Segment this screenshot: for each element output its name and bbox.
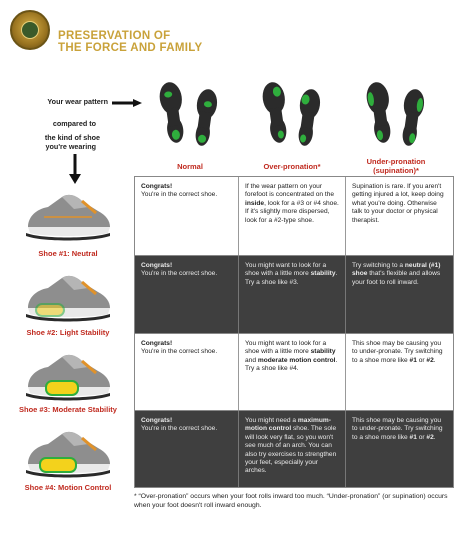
cell-text: Try switching to a — [352, 262, 405, 269]
cell-text: If the wear pattern on your forefoot is concentrated on the — [245, 183, 335, 199]
cell-text: or — [416, 356, 427, 364]
recommendation-table — [134, 176, 454, 488]
cell-text: and — [245, 356, 258, 364]
table-row-shoe-2 — [135, 255, 453, 333]
title-line-2: THE FORCE AND FAMILY — [58, 42, 203, 54]
shoe-label-moderate-stability: Shoe #3: Moderate Stability — [19, 405, 117, 414]
table-cell — [345, 177, 453, 255]
table-cell — [345, 256, 453, 333]
table-cell — [238, 334, 345, 410]
arrow-down-icon — [69, 154, 81, 184]
table-cell — [135, 411, 238, 487]
cell-text: shoe. The sole will look very flat, so you won't see much of an arch. You can also try exercises to strengthen your feet, especially your arches. — [245, 425, 337, 475]
cell-heading: Congrats! — [141, 262, 173, 269]
page-title — [58, 30, 202, 54]
shoe-label-neutral: Shoe #1: Neutral — [38, 249, 98, 258]
header — [0, 0, 474, 64]
cell-emphasis: #1 — [409, 433, 417, 441]
cell-emphasis: stability — [310, 270, 336, 278]
table-cell — [345, 411, 453, 487]
cell-emphasis: #2 — [426, 356, 434, 364]
cell-text: or — [416, 433, 427, 441]
arrow-right-icon — [112, 99, 142, 107]
shoe-moderate-stability-icon — [22, 347, 114, 403]
footnote: * “Over-pronation” occurs when your foot rolls inward too much. “Under-pronation” (or supination) occurs when your foot doesn't roll inward enough. — [134, 493, 448, 509]
cell-emphasis: inside — [245, 199, 265, 207]
column-label-normal: Normal — [177, 162, 203, 171]
cell-text: . Try a shoe like #3. — [245, 270, 338, 286]
cell-text: This shoe may be causing you to under-pronate. Try switching to a shoe more like — [352, 340, 443, 364]
column-label-over-pronation: Over-pronation* — [263, 162, 321, 171]
cell-text: You're in the correct shoe. — [141, 270, 218, 278]
cell-text: This shoe may be causing you to under-pronate. Try switching to a shoe more like — [352, 417, 443, 441]
table-cell — [345, 334, 453, 410]
wear-pattern-under-pronation-icon — [362, 78, 432, 150]
cell-text: You're in the correct shoe. — [141, 348, 218, 356]
cell-emphasis: neutral (#1) shoe — [352, 262, 441, 278]
cell-text: . Try a shoe like #4. — [245, 356, 338, 373]
cell-text: You might want to look for a shoe with a little more — [245, 262, 327, 278]
cell-text: , look for a #3 or #4 shoe. If it's slightly more dispersed, look for a #2-type shoe. — [245, 199, 339, 224]
cell-text: You might want to look for a shoe with a little more — [245, 340, 327, 356]
intro-line-1: Your wear pattern — [47, 97, 108, 106]
cell-heading: Congrats! — [141, 417, 173, 424]
cell-emphasis: moderate motion control — [257, 356, 336, 364]
cell-text: Supination is rare. If you aren't getting injured a lot, keep doing what you're doing. Otherwise talk to your doctor or physical therapist. — [352, 183, 444, 224]
table-cell — [238, 256, 345, 333]
cell-text: . — [433, 356, 436, 364]
title-line-1: PRESERVATION OF — [58, 30, 171, 42]
wear-pattern-over-pronation-icon — [258, 78, 328, 150]
table-row-shoe-3 — [135, 333, 453, 410]
column-label-supination: (supination)* — [373, 166, 419, 175]
cell-heading: Congrats! — [141, 340, 173, 347]
table-row-shoe-1 — [135, 177, 453, 255]
table-cell — [135, 177, 238, 255]
cell-heading: Congrats! — [141, 183, 173, 190]
intro-line-4: you're wearing — [45, 142, 96, 151]
shoe-motion-control-icon — [22, 424, 114, 480]
cell-emphasis: maximum-motion control — [245, 417, 331, 433]
cell-emphasis: #1 — [409, 356, 417, 364]
cell-text: You might need a — [245, 417, 298, 424]
table-cell — [238, 177, 345, 255]
table-cell — [135, 334, 238, 410]
cell-text: that's flexible and allows your foot to roll inward. — [352, 270, 441, 286]
intro-line-3: the kind of shoe — [44, 133, 100, 142]
cell-text: . — [433, 433, 436, 441]
column-label-under-pronation: Under-pronation — [366, 157, 426, 166]
table-row-shoe-4 — [135, 410, 453, 487]
cell-text: You're in the correct shoe. — [141, 425, 218, 433]
shoe-light-stability-icon — [22, 268, 114, 324]
wear-pattern-normal-icon — [155, 78, 225, 150]
cell-emphasis: stability — [310, 348, 336, 356]
shoe-neutral-icon — [22, 187, 114, 243]
cell-text: You're in the correct shoe. — [141, 191, 218, 199]
intro-line-2: compared to — [52, 119, 96, 128]
shoe-label-motion-control: Shoe #4: Motion Control — [24, 483, 112, 492]
organization-seal-icon — [10, 10, 50, 50]
seal-emblem-icon — [21, 21, 39, 39]
table-cell — [135, 256, 238, 333]
table-cell — [238, 411, 345, 487]
shoe-label-light-stability: Shoe #2: Light Stability — [26, 328, 110, 337]
cell-emphasis: #2 — [426, 433, 434, 441]
